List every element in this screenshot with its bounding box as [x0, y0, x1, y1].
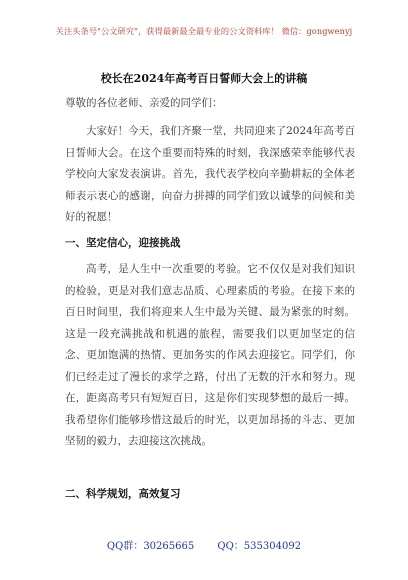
salutation: 尊敬的各位老师、亲爱的同学们：	[65, 97, 223, 109]
footer-qq: QQ：535304092	[217, 541, 302, 552]
document-title: 校长在2024年高考百日誓师大会上的讲稿	[100, 72, 308, 85]
section-heading-2: 二、科学规划，高效复习	[65, 488, 181, 500]
paragraph-intro: 大家好！今天，我们齐聚一堂，共同迎来了2024年高考百日誓师大会。在这个重要而特殊的时刻，我深感荣幸能够代表学校向大家发表演讲。首先，我代表学校向辛勤耕耘的全体老师表示衷心的感谢，向奋力拼搏的同学们致以诚挚的问候和美好的祝愿！	[65, 125, 355, 223]
section-heading-1: 一、坚定信心，迎接挑战	[65, 237, 181, 249]
paragraph-section-1: 高考，是人生中一次重要的考验。它不仅仅是对我们知识的检验，更是对我们意志品质、心理素质的考验。在接下来的百日时间里，我们将迎来人生中最为关键、最为紧张的时刻。这是一段充满挑战和机遇的旅程，需要我们以更加坚定的信念、更加饱满的热情、更加务实的作风去迎接它。同学们，你们已经走过了漫长的求学之路，付出了无数的汗水和努力。现在，距离高考只有短短百日，这是你们实现梦想的最后一搏。我希望你们能够珍惜这最后的时光，以更加昂扬的斗志、更加坚韧的毅力，去迎接这次挑战。	[65, 263, 355, 447]
footer-qq-group: QQ群：30265665	[106, 541, 195, 552]
footer-contact	[0, 537, 408, 552]
header-banner: 关注头条号"公文研究"，获得最新最全最专业的公文资料库！ 微信：gongwenyj	[55, 26, 353, 36]
